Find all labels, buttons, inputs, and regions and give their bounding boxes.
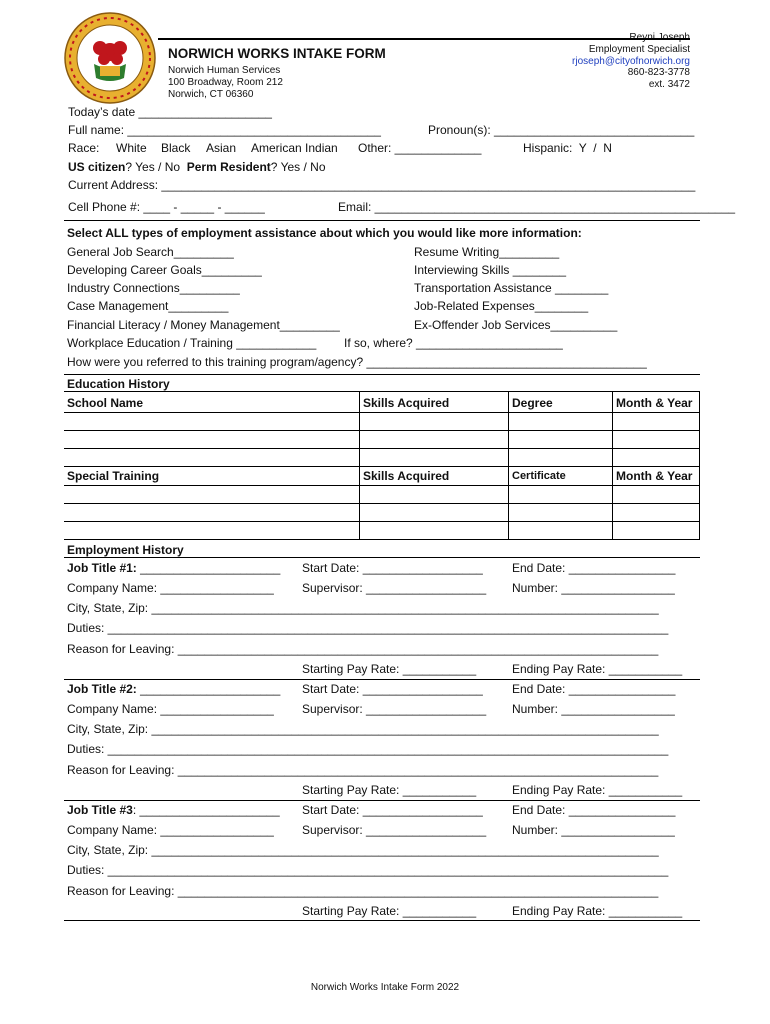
job-2-reason[interactable]: Reason for Leaving: ________________________________________________________________________ [67, 763, 659, 777]
col-month-year-2: Month & Year [616, 469, 693, 483]
table-row[interactable] [64, 485, 700, 486]
option-case-management[interactable]: Case Management_________ [67, 299, 229, 313]
contact-ext: ext. 3472 [648, 79, 690, 90]
job-1-city[interactable]: City, State, Zip: ____________________________________________________________________________ [67, 601, 659, 615]
table-border-right [699, 391, 700, 539]
col-month-year: Month & Year [616, 396, 693, 410]
job-1-duties[interactable]: Duties: ____________________________________________________________________________________ [67, 621, 669, 635]
todays-date-field[interactable]: Today’s date ____________________ [68, 105, 272, 119]
job-1-title-blank[interactable]: _____________________ [136, 561, 281, 575]
job-2-title-field[interactable] [67, 683, 280, 695]
email-field[interactable]: Email: ______________________________________________________ [338, 200, 736, 214]
job-3-title-field[interactable] [67, 804, 280, 816]
race-option-black[interactable]: Black [161, 141, 191, 155]
job-3-title-blank[interactable]: : _____________________ [132, 803, 280, 817]
citizenship-row[interactable] [68, 161, 326, 173]
pronouns-field[interactable]: Pronoun(s): ______________________________ [428, 123, 695, 137]
job-2-supervisor[interactable]: Supervisor: __________________ [302, 702, 487, 716]
job-3-number[interactable]: Number: _________________ [512, 823, 675, 837]
job-2-end-date[interactable]: End Date: ________________ [512, 682, 676, 696]
col-degree: Degree [512, 396, 553, 410]
table-row[interactable] [64, 466, 700, 467]
contact-role: Employment Specialist [588, 44, 690, 55]
contact-name: Reyni Joseph [629, 32, 690, 43]
job-3-reason[interactable]: Reason for Leaving: ________________________________________________________________________ [67, 884, 659, 898]
job-1-company[interactable]: Company Name: _________________ [67, 581, 274, 595]
job-1-end-date[interactable]: End Date: ________________ [512, 561, 676, 575]
job-3-title-label: Job Title #3 [67, 803, 133, 817]
us-citizen-options[interactable]: ? Yes / No [125, 160, 187, 174]
job-1-title-field[interactable] [67, 562, 280, 574]
education-heading: Education History [67, 377, 170, 391]
job-2-duties[interactable]: Duties: ____________________________________________________________________________________ [67, 742, 669, 756]
job-1-supervisor[interactable]: Supervisor: __________________ [302, 581, 487, 595]
job-divider [64, 800, 700, 801]
job-2-number[interactable]: Number: _________________ [512, 702, 675, 716]
section-divider [64, 220, 700, 221]
job-2-ending-pay[interactable]: Ending Pay Rate: ___________ [512, 783, 683, 797]
job-3-end-date[interactable]: End Date: ________________ [512, 803, 676, 817]
assistance-heading: Select ALL types of employment assistance about which you would like more information: [67, 226, 582, 240]
job-3-city[interactable]: City, State, Zip: ____________________________________________________________________________ [67, 843, 659, 857]
org-city: Norwich, CT 06360 [168, 89, 254, 100]
job-2-company[interactable]: Company Name: _________________ [67, 702, 274, 716]
current-address-field[interactable]: Current Address: ________________________________________________________________________________ [68, 178, 696, 192]
table-row[interactable] [64, 412, 700, 413]
col-certificate: Certificate [512, 470, 566, 482]
race-option-american-indian[interactable]: American Indian [251, 141, 338, 155]
job-2-title-label: Job Title #2: [67, 682, 137, 696]
col-skills-acquired: Skills Acquired [363, 396, 450, 410]
perm-resident-label: Perm Resident [186, 160, 271, 174]
job-1-title-label: Job Title #1: [67, 561, 137, 575]
table-column-divider [612, 391, 613, 539]
contact-email-link[interactable]: rjoseph@cityofnorwich.org [572, 56, 690, 67]
section-divider [64, 557, 700, 558]
hispanic-field[interactable]: Hispanic: Y / N [523, 141, 612, 155]
section-divider [64, 374, 700, 375]
option-transportation[interactable]: Transportation Assistance ________ [414, 281, 609, 295]
table-column-divider [508, 391, 509, 539]
job-1-starting-pay[interactable]: Starting Pay Rate: ___________ [302, 662, 477, 676]
job-3-supervisor[interactable]: Supervisor: __________________ [302, 823, 487, 837]
table-column-divider [359, 391, 360, 539]
option-interviewing-skills[interactable]: Interviewing Skills ________ [414, 263, 567, 277]
header-rule [158, 38, 690, 40]
option-workplace-education[interactable]: Workplace Education / Training ____________ [67, 336, 317, 350]
option-general-job-search[interactable]: General Job Search_________ [67, 245, 234, 259]
if-so-where-field[interactable]: If so, where? ______________________ [344, 336, 563, 350]
job-3-starting-pay[interactable]: Starting Pay Rate: ___________ [302, 904, 477, 918]
job-2-start-date[interactable]: Start Date: __________________ [302, 682, 483, 696]
race-option-white[interactable]: White [116, 141, 147, 155]
table-row[interactable] [64, 521, 700, 522]
job-2-city[interactable]: City, State, Zip: ____________________________________________________________________________ [67, 722, 659, 736]
org-address: 100 Broadway, Room 212 [168, 77, 283, 88]
table-row[interactable] [64, 539, 700, 540]
full-name-field[interactable]: Full name: ______________________________________ [68, 123, 381, 137]
col-special-training: Special Training [67, 469, 160, 483]
job-divider [64, 920, 700, 921]
job-1-number[interactable]: Number: _________________ [512, 581, 675, 595]
us-citizen-label: US citizen [68, 160, 126, 174]
table-row[interactable] [64, 503, 700, 504]
race-option-asian[interactable]: Asian [206, 141, 237, 155]
option-resume-writing[interactable]: Resume Writing_________ [414, 245, 560, 259]
option-financial-literacy[interactable]: Financial Literacy / Money Management_________ [67, 318, 340, 332]
job-1-ending-pay[interactable]: Ending Pay Rate: ___________ [512, 662, 683, 676]
job-3-company[interactable]: Company Name: _________________ [67, 823, 274, 837]
page-footer: Norwich Works Intake Form 2022 [310, 982, 460, 993]
table-row[interactable] [64, 448, 700, 449]
seal-logo [64, 12, 156, 104]
col-skills-acquired-2: Skills Acquired [363, 469, 450, 483]
option-career-goals[interactable]: Developing Career Goals_________ [67, 263, 262, 277]
job-divider [64, 679, 700, 680]
contact-phone: 860-823-3778 [627, 67, 690, 78]
job-1-reason[interactable]: Reason for Leaving: ________________________________________________________________________ [67, 642, 659, 656]
org-name: Norwich Human Services [168, 65, 281, 76]
option-industry-connections[interactable]: Industry Connections_________ [67, 281, 240, 295]
form-title: NORWICH WORKS INTAKE FORM [168, 46, 386, 61]
col-school-name: School Name [67, 396, 144, 410]
job-3-start-date[interactable]: Start Date: __________________ [302, 803, 483, 817]
race-option-other[interactable]: Other: _____________ [358, 141, 482, 155]
job-3-ending-pay[interactable]: Ending Pay Rate: ___________ [512, 904, 683, 918]
option-job-related-expenses[interactable]: Job-Related Expenses________ [414, 299, 589, 313]
option-ex-offender[interactable]: Ex-Offender Job Services__________ [414, 318, 618, 332]
perm-resident-options[interactable]: ? Yes / No [270, 160, 326, 174]
employment-heading: Employment History [67, 543, 184, 557]
table-row[interactable] [64, 430, 700, 431]
job-2-title-blank[interactable]: _____________________ [136, 682, 281, 696]
table-top-rule [64, 391, 700, 392]
referral-field[interactable]: How were you referred to this training program/agency? __________________________________________ [67, 355, 647, 369]
cell-phone-field[interactable]: Cell Phone #: ____ - _____ - ______ [68, 200, 265, 214]
job-1-start-date[interactable]: Start Date: __________________ [302, 561, 483, 575]
job-3-duties[interactable]: Duties: ____________________________________________________________________________________ [67, 863, 669, 877]
race-label: Race: [68, 141, 100, 155]
job-2-starting-pay[interactable]: Starting Pay Rate: ___________ [302, 783, 477, 797]
